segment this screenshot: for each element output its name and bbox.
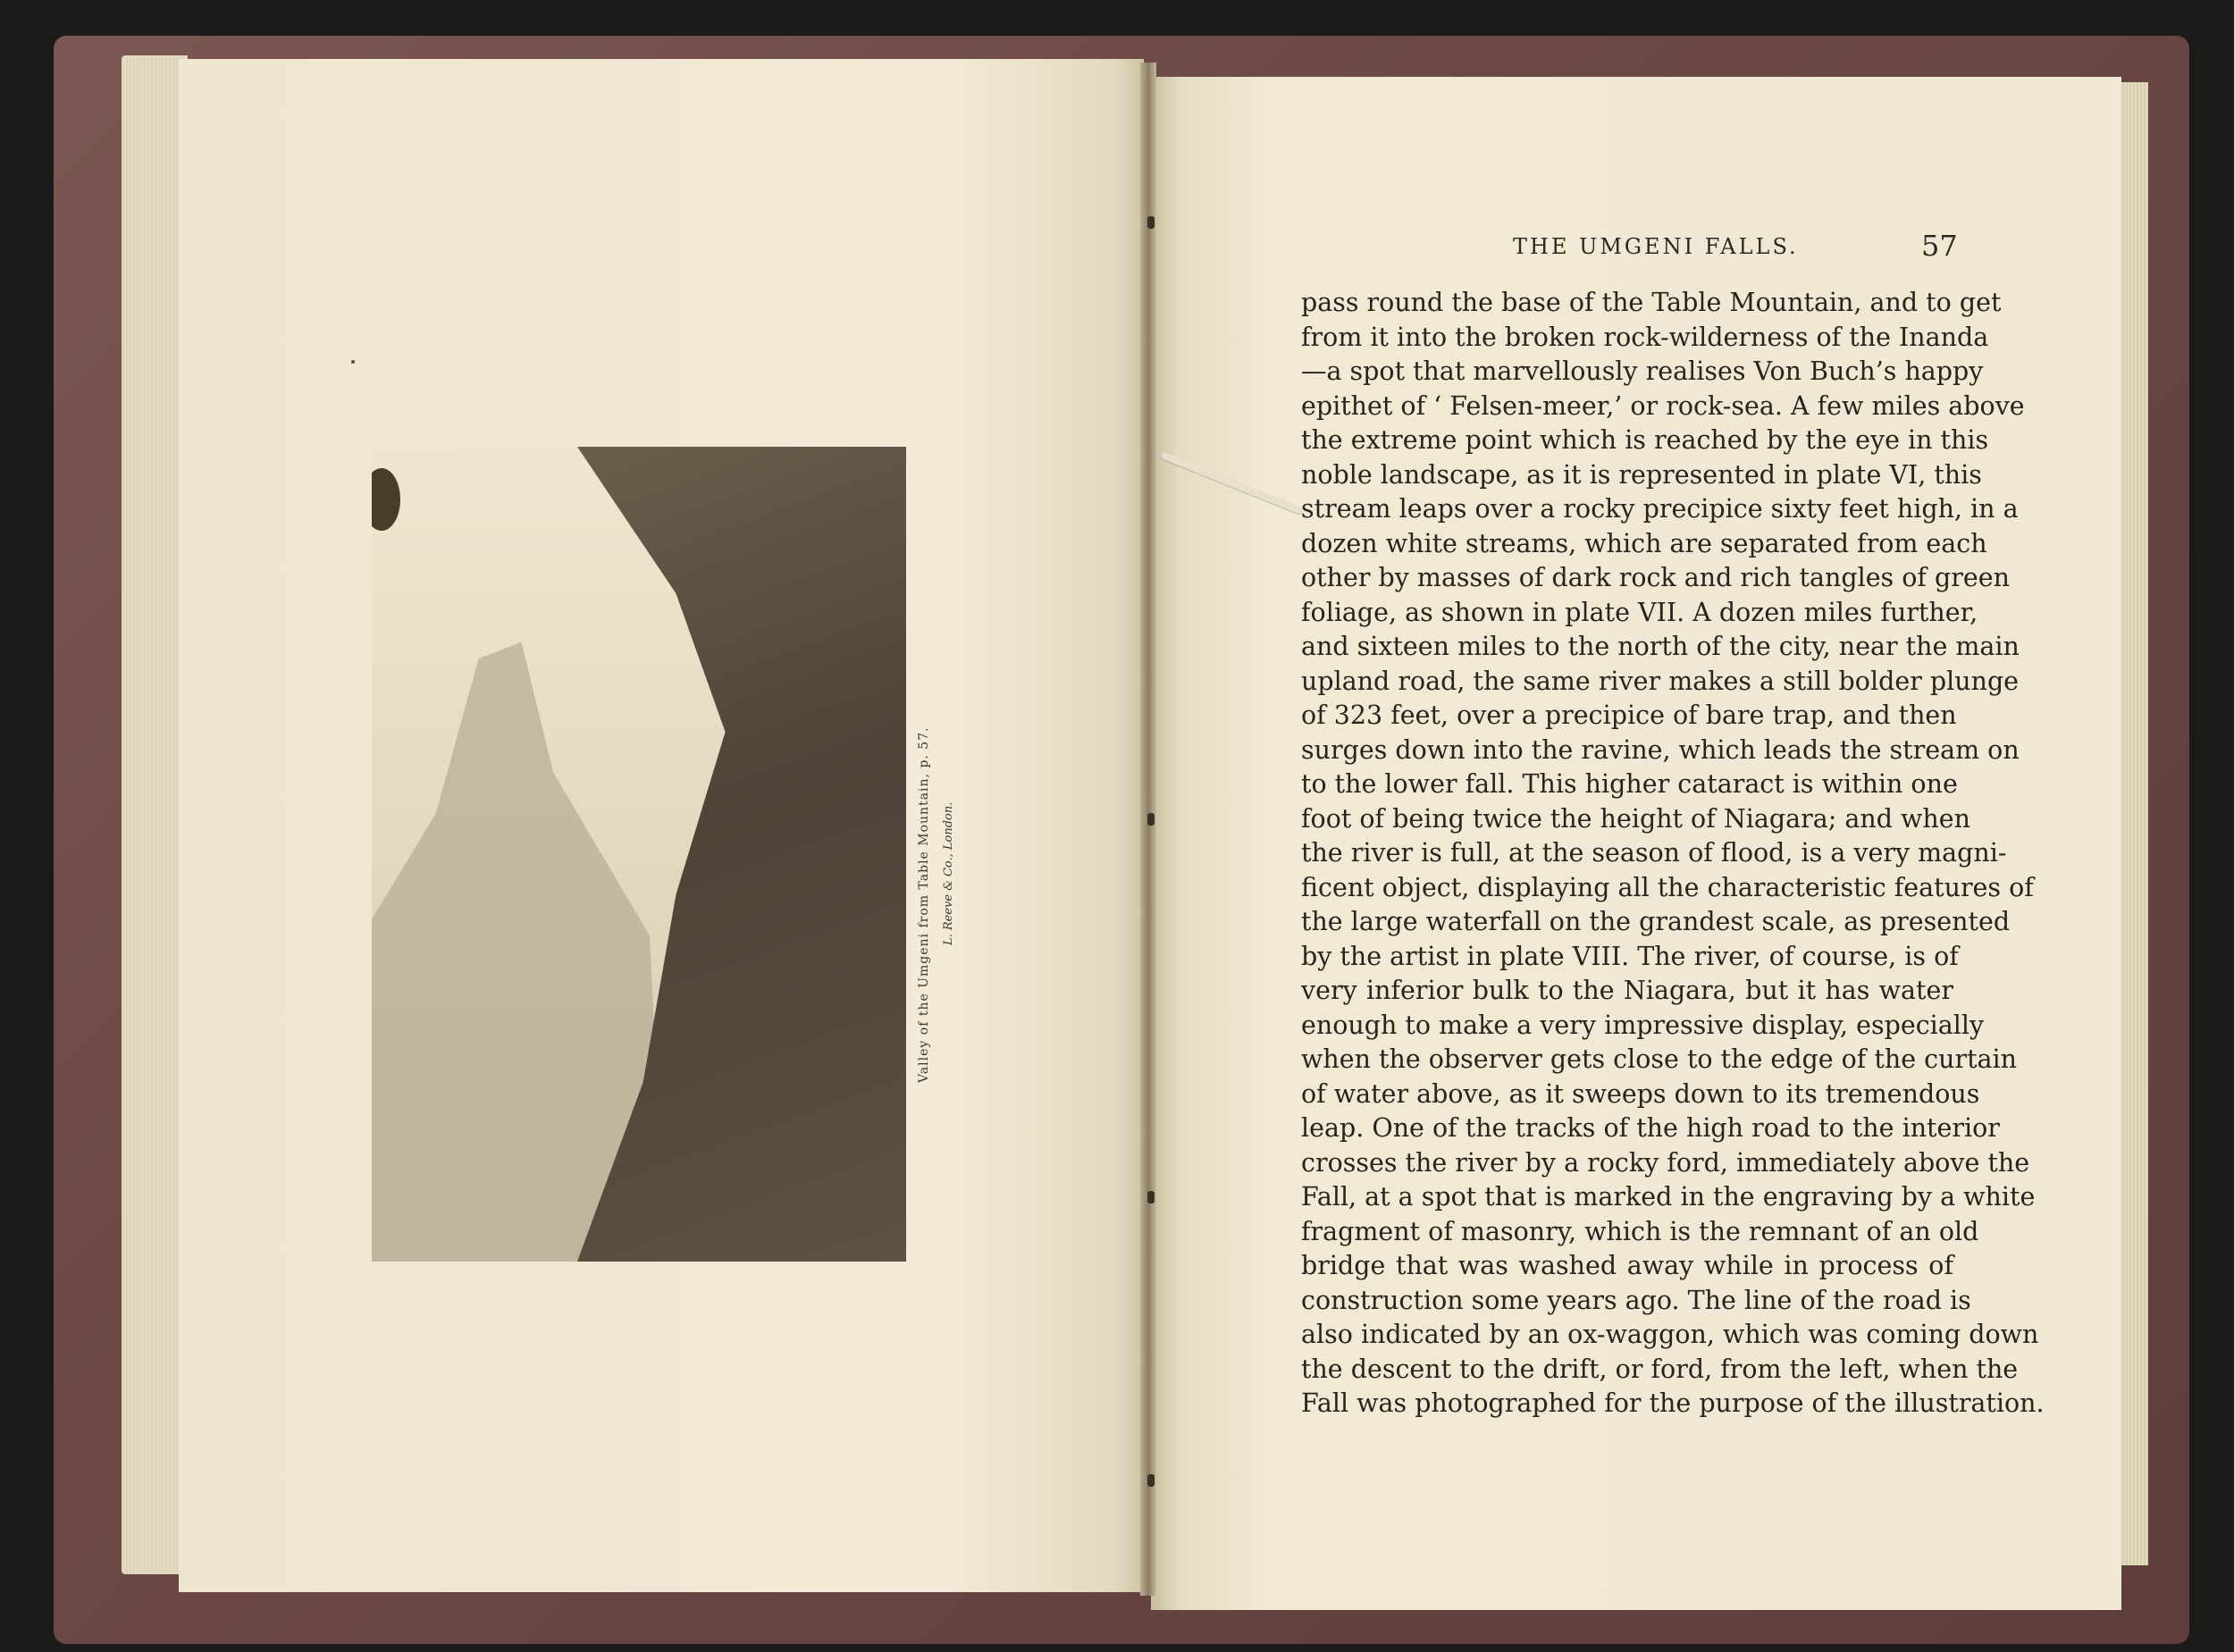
plate-caption-publisher: L. Reeve & Co., London. bbox=[942, 801, 955, 945]
text-line: foliage, as shown in plate VII. A dozen miles further, bbox=[1301, 597, 1978, 627]
text-line: the extreme point which is reached by the eye in this bbox=[1301, 425, 1989, 455]
text-line: very inferior bulk to the Niagara, but it has water bbox=[1301, 976, 1953, 1005]
text-line: foot of being twice the height of Niagara; and when bbox=[1301, 803, 1971, 834]
text-line: surges down into the ravine, which leads the stream on bbox=[1301, 734, 2020, 765]
text-line: of water above, as it sweeps down to its tremendous bbox=[1301, 1078, 1980, 1109]
text-line: the river is full, at the season of flood, is a very magni- bbox=[1301, 838, 2007, 868]
text-line: crosses the river by a rocky ford, immediately above the bbox=[1301, 1147, 2030, 1178]
text-line: bridge that was washed away while in process of bbox=[1301, 1251, 1953, 1280]
text-line: pass round the base of the Table Mountain, and to get bbox=[1301, 288, 2002, 317]
text-line: and sixteen miles to the north of the city, near the main bbox=[1301, 632, 2020, 661]
text-line: by the artist in plate VIII. The river, of course, is of bbox=[1301, 941, 1959, 971]
text-line: to the lower fall. This higher cataract is within one bbox=[1301, 769, 1958, 799]
text-line: the descent to the drift, or ford, from the left, when the bbox=[1301, 1354, 2019, 1384]
page-number: 57 bbox=[1921, 229, 1958, 263]
binding-stitch bbox=[1147, 1474, 1155, 1487]
text-line: noble landscape, as it is represented in plate VI, this bbox=[1301, 459, 1982, 490]
body-text bbox=[1301, 286, 2045, 1421]
text-line: upland road, the same river makes a still bolder plunge bbox=[1301, 666, 2020, 696]
text-line: Fall, at a spot that is marked in the engraving by a white bbox=[1301, 1182, 2036, 1212]
text-line: construction some years ago. The line of the road is bbox=[1301, 1285, 1971, 1315]
text-line: enough to make a very impressive display, especially bbox=[1301, 1010, 1985, 1040]
plate-caption-title: Valley of the Umgeni from Table Mountain, p. 57. bbox=[917, 726, 931, 1083]
text-line: —a spot that marvellously realises Von Buch’s happy bbox=[1301, 356, 1984, 386]
text-line: leap. One of the tracks of the high road to the interior bbox=[1301, 1113, 2000, 1143]
text-line: ficent object, displaying all the characteristic features of bbox=[1301, 872, 2034, 902]
running-head: THE UMGENI FALLS. bbox=[1513, 234, 1799, 259]
text-line: other by masses of dark rock and rich tangles of green bbox=[1301, 563, 2010, 592]
binding-stitch bbox=[1147, 216, 1155, 229]
page-edges-right bbox=[2118, 82, 2148, 1565]
text-line: from it into the broken rock-wilderness of the Inanda bbox=[1301, 322, 1989, 352]
binding-stitch bbox=[1147, 1191, 1155, 1203]
paper-speck bbox=[351, 360, 355, 364]
text-line: dozen white streams, which are separated from each bbox=[1301, 528, 1987, 558]
text-line: of 323 feet, over a precipice of bare trap, and then bbox=[1301, 700, 1957, 730]
text-line: when the observer gets close to the edge of the curtain bbox=[1301, 1044, 2018, 1074]
book-gutter bbox=[1140, 63, 1156, 1596]
page-edges-left bbox=[122, 55, 188, 1574]
text-line: stream leaps over a rocky precipice sixty feet high, in a bbox=[1301, 494, 2019, 524]
text-line: the large waterfall on the grandest scale, as presented bbox=[1301, 907, 2011, 936]
binding-stitch bbox=[1147, 813, 1155, 826]
text-line: fragment of masonry, which is the remnant of an old bbox=[1301, 1216, 1979, 1246]
text-line: epithet of ‘ Felsen-meer,’ or rock-sea. A few miles above bbox=[1301, 390, 2025, 421]
text-line: Fall was photographed for the purpose of the illustration. bbox=[1301, 1388, 2045, 1418]
photograph-plate bbox=[372, 447, 906, 1262]
text-line: also indicated by an ox-waggon, which was coming down bbox=[1301, 1320, 2039, 1349]
